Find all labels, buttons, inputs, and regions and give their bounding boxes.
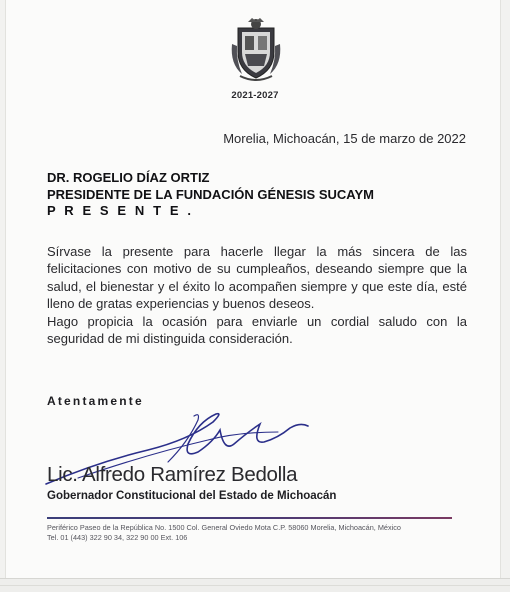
place-date: Morelia, Michoacán, 15 de marzo de 2022 <box>223 131 466 146</box>
signer-role: Gobernador Constitucional del Estado de Michoacán <box>47 490 337 502</box>
closing: Atentamente <box>47 394 144 408</box>
recipient-name: DR. ROGELIO DÍAZ ORTIZ <box>47 170 210 185</box>
michoacan-coat-of-arms-icon <box>228 14 284 84</box>
paragraph-congratulations: Sírvase la presente para hacerle llegar la más sincera de las felicitaciones con motivo de su cumpleaños, deseando siempre que la salud, el bienestar y el éxito lo acompañen siempre y que este día, esté lleno de gratas experiencias y buenos deseos. <box>47 244 467 312</box>
page-background-edge <box>0 578 510 592</box>
recipient-present: P R E S E N T E . <box>47 203 194 218</box>
paragraph-greeting: Hago propicia la ocasión para enviarle un cordial saludo con la seguridad de mi distinguida consideración. <box>47 314 467 347</box>
administration-period: 2021-2027 <box>231 90 279 101</box>
footer-phone: Tel. 01 (443) 322 90 34, 322 90 00 Ext. 106 <box>47 533 188 542</box>
recipient-title: PRESIDENTE DE LA FUNDACIÓN GÉNESIS SUCAYM <box>47 187 374 202</box>
footer-address: Periférico Paseo de la República No. 1500 Col. General Oviedo Mota C.P. 58060 Morelia, Michoacán, México <box>47 523 401 532</box>
footer-rule <box>47 517 452 519</box>
signer-name: Lic. Alfredo Ramírez Bedolla <box>47 463 298 486</box>
